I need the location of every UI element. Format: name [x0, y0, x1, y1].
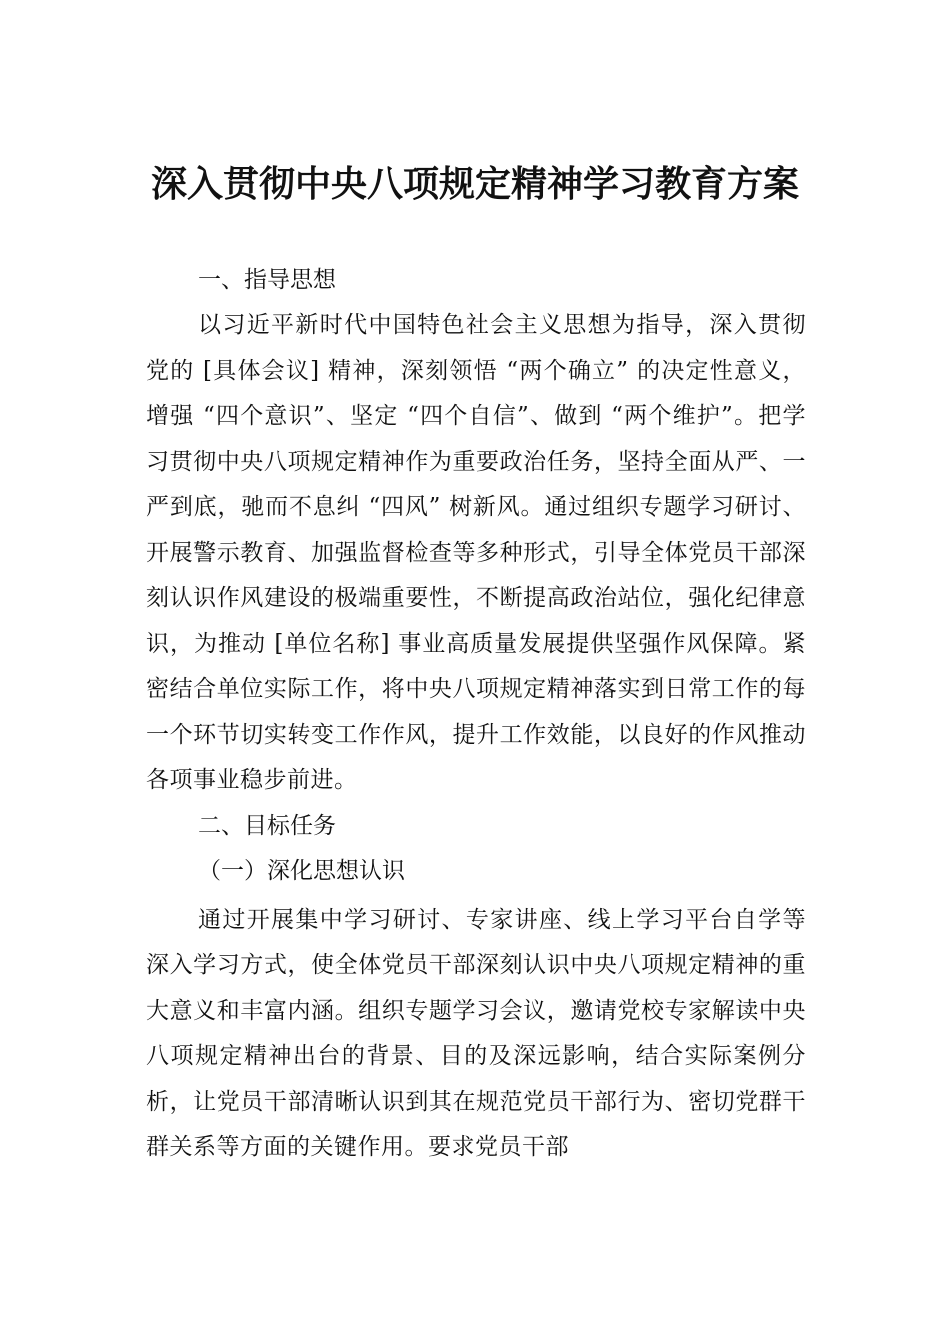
- document-body: [146, 258, 806, 1171]
- document-title: 深入贯彻中央八项规定精神学习教育方案: [150, 164, 799, 205]
- section-heading-guiding-ideology: 一、指导思想: [198, 267, 336, 293]
- paragraph-guiding-ideology: 以习近平新时代中国特色社会主义思想为指导，深入贯彻党的 [具体会议] 精神，深刻领悟 “两个确立” 的决定性意义，增强 “四个意识”、坚定 “四个自信”、做到 “两个维护”。把学习贯彻中央八项规定精神作为重要政治任务，坚持全面从严、一严到底，驰而不息纠 “四风” 树新风。通过组织专题学习研讨、开展警示教育、加强监督检查等多种形式，引导全体党员干部深刻认识作风建设的极端重要性，不断提高政治站位，强化纪律意识，为推动 [单位名称] 事业高质量发展提供坚强作风保障。紧密结合单位实际工作，将中央八项规定精神落实到日常工作的每一个环节切实转变工作作风，提升工作效能，以良好的作风推动各项事业稳步前进。: [146, 312, 806, 793]
- subheading-deepen-understanding: （一）深化思想认识: [198, 857, 405, 884]
- section-heading-goals-tasks: 二、目标任务: [198, 812, 336, 839]
- paragraph-deepen-understanding: 通过开展集中学习研讨、专家讲座、线上学习平台自学等深入学习方式，使全体党员干部深刻认识中央八项规定精神的重大意义和丰富内涵。组织专题学习会议，邀请党校专家解读中央八项规定精神出台的背景、目的及深远影响，结合实际案例分析，让党员干部清晰认识到其在规范党员干部行为、密切党群干群关系等方面的关键作用。要求党员干部: [146, 906, 806, 1160]
